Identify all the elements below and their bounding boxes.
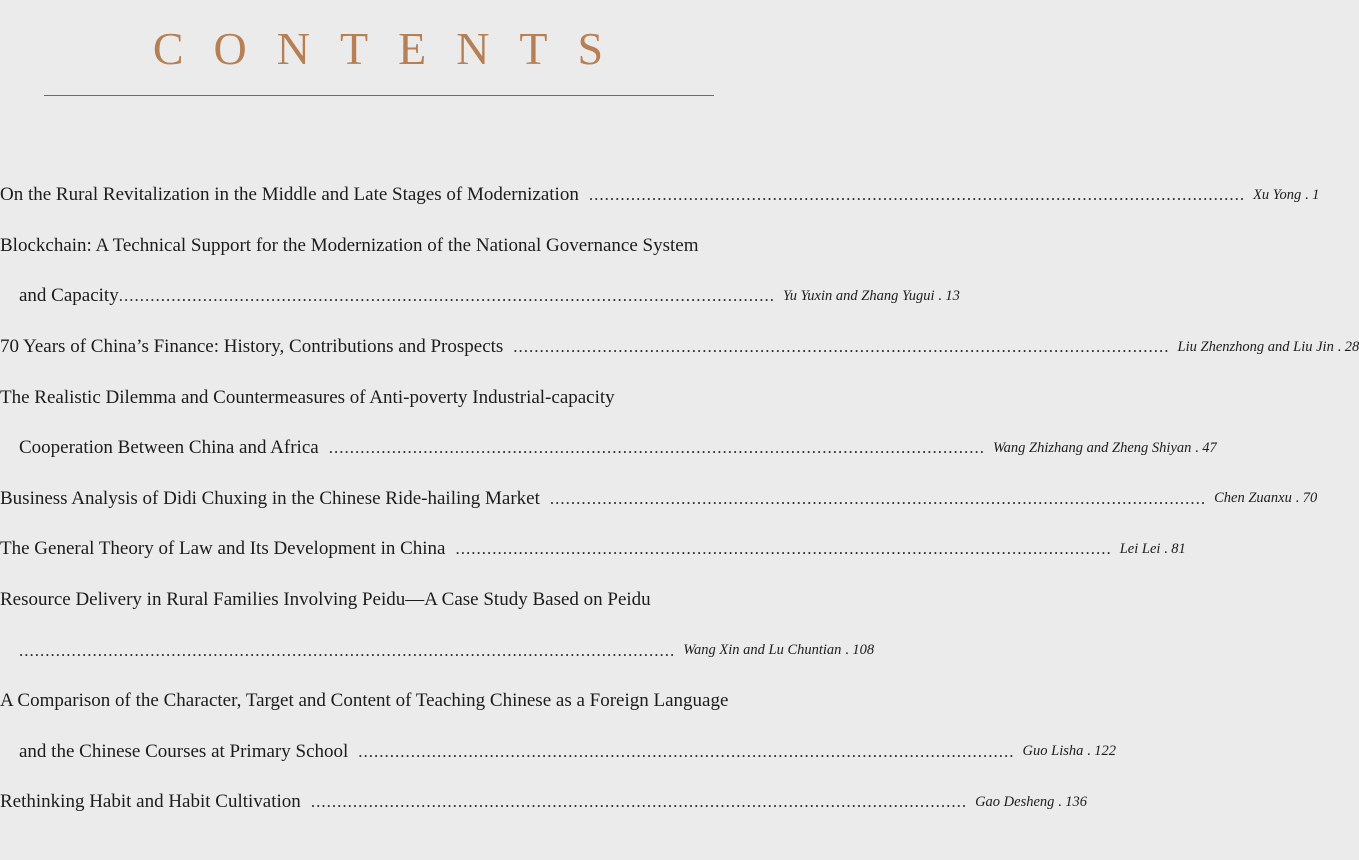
entry-author: Gao Desheng bbox=[975, 793, 1055, 810]
dot-leader: ............................................................................................................................. bbox=[455, 539, 1112, 559]
entry-author: Chen Zuanxu bbox=[1214, 490, 1292, 507]
dot-leader: ............................................................................................................................. bbox=[118, 286, 775, 306]
entry-author: Xu Yong bbox=[1253, 186, 1302, 203]
entry-byline: Chen Zuanxu . 70 bbox=[1214, 490, 1318, 507]
entry-page: 108 bbox=[852, 642, 875, 659]
entry-title: Rethinking Habit and Habit Cultivation bbox=[0, 791, 301, 813]
toc-entry-6[interactable] bbox=[0, 524, 1186, 575]
entry-title: On the Rural Revitalization in the Middle and Late Stages of Modernization bbox=[0, 184, 579, 206]
entry-byline: Wang Xin and Lu Chuntian . 108 bbox=[683, 642, 875, 659]
entry-title-continued: and the Chinese Courses at Primary School bbox=[19, 740, 349, 762]
entry-title: Blockchain: A Technical Support for the Modernization of the National Governance System bbox=[0, 234, 699, 256]
dot-leader: ............................................................................................................................. bbox=[588, 185, 1246, 205]
entry-title: Business Analysis of Didi Chuxing in the Chinese Ride-hailing Market bbox=[0, 487, 540, 509]
entry-title: The General Theory of Law and Its Development in China bbox=[0, 538, 446, 560]
entry-author: Liu Zhenzhong and Liu Jin bbox=[1177, 338, 1334, 355]
toc-entry-1[interactable] bbox=[0, 170, 1320, 221]
entry-page: 136 bbox=[1065, 793, 1088, 810]
entry-author: Lei Lei bbox=[1119, 540, 1161, 557]
toc-entry-7[interactable] bbox=[0, 575, 756, 626]
dot-leader: ............................................................................................................................. bbox=[358, 741, 1015, 761]
table-of-contents bbox=[0, 170, 1359, 828]
entry-page: 70 bbox=[1302, 490, 1318, 507]
entry-page: 81 bbox=[1171, 540, 1186, 557]
toc-entry-4-continued[interactable] bbox=[0, 423, 1217, 474]
toc-entry-8-continued[interactable] bbox=[0, 727, 1116, 778]
entry-author: Yu Yuxin and Zhang Yugui bbox=[782, 287, 935, 304]
entry-page: 28 bbox=[1344, 338, 1359, 355]
toc-entry-2[interactable] bbox=[0, 221, 756, 272]
entry-title-continued: and Capacity bbox=[19, 285, 119, 307]
entry-page: 13 bbox=[945, 287, 960, 304]
entry-byline: Liu Zhenzhong and Liu Jin . 28 bbox=[1177, 338, 1359, 355]
toc-entry-3[interactable] bbox=[0, 322, 1359, 373]
entry-author: Guo Lisha bbox=[1022, 743, 1084, 760]
toc-entry-4[interactable] bbox=[0, 372, 756, 423]
contents-heading: CONTENTS bbox=[152, 23, 634, 74]
entry-page: 122 bbox=[1094, 743, 1116, 760]
dot-leader: ............................................................................................................................. bbox=[549, 488, 1207, 508]
dot-leader: ............................................................................................................................. bbox=[513, 337, 1170, 357]
entry-byline: Yu Yuxin and Zhang Yugui . 13 bbox=[782, 287, 960, 304]
dot-leader: ............................................................................................................................. bbox=[328, 438, 985, 458]
dot-leader: ............................................................................................................................. bbox=[310, 792, 968, 812]
entry-byline: Xu Yong . 1 bbox=[1253, 186, 1320, 203]
entry-title: 70 Years of China’s Finance: History, Contributions and Prospects bbox=[0, 336, 504, 358]
entry-author: Wang Xin and Lu Chuntian bbox=[683, 642, 842, 659]
toc-entry-2-continued[interactable] bbox=[0, 271, 960, 322]
toc-entry-7-continued[interactable] bbox=[0, 625, 875, 676]
entry-byline: Lei Lei . 81 bbox=[1119, 540, 1186, 557]
entry-page: 47 bbox=[1202, 439, 1217, 456]
entry-title: A Comparison of the Character, Target and Content of Teaching Chinese as a Foreign Language bbox=[0, 690, 729, 712]
toc-entry-8[interactable] bbox=[0, 676, 756, 727]
toc-entry-5[interactable] bbox=[0, 474, 1318, 525]
entry-byline: Guo Lisha . 122 bbox=[1022, 743, 1116, 760]
entry-title: Resource Delivery in Rural Families Involving Peidu—A Case Study Based on Peidu bbox=[0, 589, 651, 611]
toc-entry-9[interactable] bbox=[0, 777, 1088, 828]
heading-divider bbox=[44, 95, 714, 96]
entry-byline: Gao Desheng . 136 bbox=[975, 793, 1088, 810]
dot-leader: ............................................................................................................................. bbox=[19, 640, 676, 660]
entry-byline: Wang Zhizhang and Zheng Shiyan . 47 bbox=[992, 439, 1217, 456]
entry-author: Wang Zhizhang and Zheng Shiyan bbox=[992, 439, 1192, 456]
entry-title-continued: Cooperation Between China and Africa bbox=[19, 437, 319, 459]
entry-page: 1 bbox=[1312, 186, 1320, 203]
entry-title: The Realistic Dilemma and Countermeasures of Anti-poverty Industrial-capacity bbox=[0, 386, 615, 408]
